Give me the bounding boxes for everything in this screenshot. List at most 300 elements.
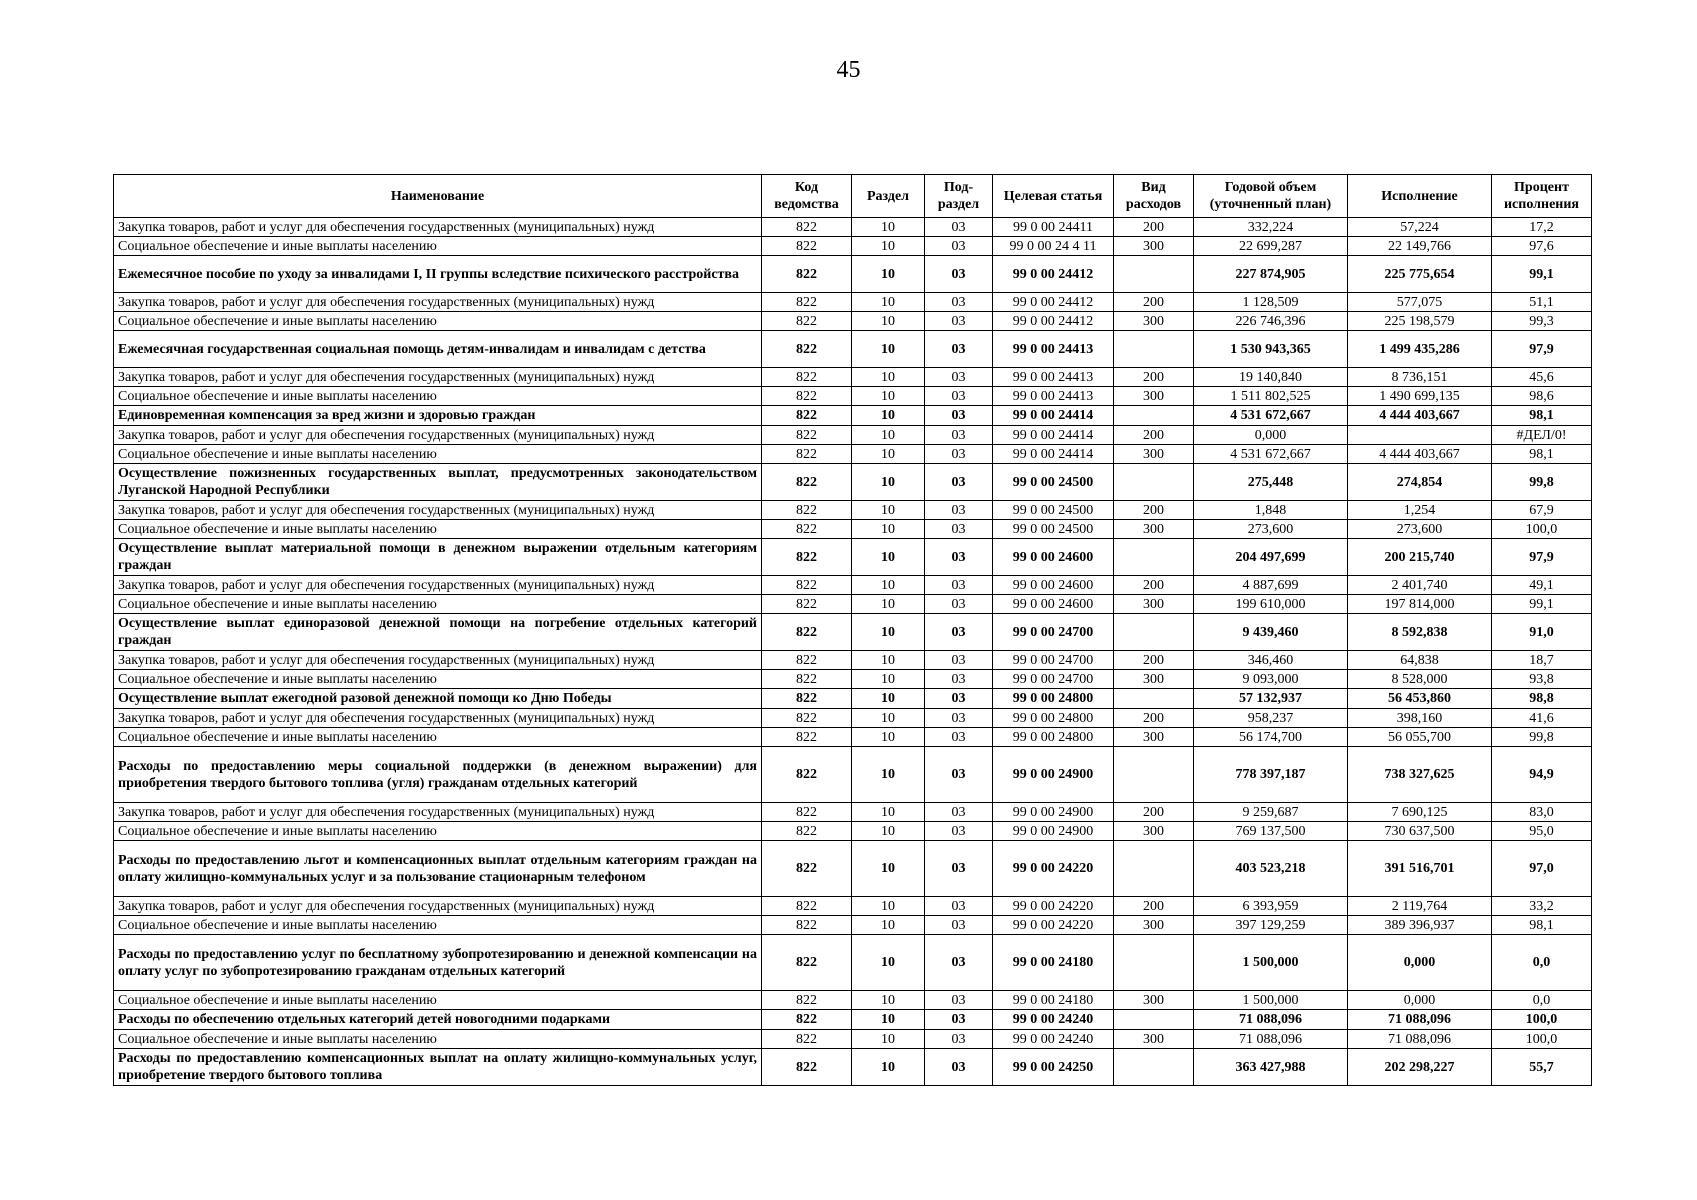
cell-dept-code: 822 — [762, 935, 852, 991]
budget-execution-table — [113, 174, 1592, 1086]
cell-subsection: 03 — [925, 897, 993, 916]
cell-section: 10 — [852, 576, 925, 595]
cell-execution-percent: 100,0 — [1492, 1030, 1592, 1049]
cell-execution: 8 592,838 — [1348, 614, 1492, 651]
cell-subsection: 03 — [925, 426, 993, 445]
cell-execution: 4 444 403,667 — [1348, 406, 1492, 426]
cell-dept-code: 822 — [762, 237, 852, 256]
table-row — [114, 256, 1592, 293]
table-row — [114, 614, 1592, 651]
cell-section: 10 — [852, 539, 925, 576]
cell-expense-type — [1114, 406, 1194, 426]
cell-target-article: 99 0 00 24500 — [993, 464, 1114, 501]
cell-execution-percent: 99,8 — [1492, 728, 1592, 747]
cell-annual-plan: 71 088,096 — [1194, 1010, 1348, 1030]
cell-name: Ежемесячное пособие по уходу за инвалидами I, II группы вследствие психического расстройства — [114, 256, 762, 293]
cell-execution-percent: #ДЕЛ/0! — [1492, 426, 1592, 445]
cell-subsection: 03 — [925, 803, 993, 822]
cell-name: Закупка товаров, работ и услуг для обеспечения государственных (муниципальных) нужд — [114, 651, 762, 670]
table-row — [114, 1049, 1592, 1086]
cell-section: 10 — [852, 293, 925, 312]
cell-annual-plan: 397 129,259 — [1194, 916, 1348, 935]
cell-execution: 57,224 — [1348, 218, 1492, 237]
cell-annual-plan: 1 511 802,525 — [1194, 387, 1348, 406]
cell-execution-percent: 100,0 — [1492, 1010, 1592, 1030]
cell-name: Социальное обеспечение и иные выплаты населению — [114, 822, 762, 841]
table-row — [114, 426, 1592, 445]
cell-expense-type: 300 — [1114, 237, 1194, 256]
cell-execution: 225 775,654 — [1348, 256, 1492, 293]
cell-subsection: 03 — [925, 1010, 993, 1030]
cell-subsection: 03 — [925, 822, 993, 841]
cell-name: Закупка товаров, работ и услуг для обеспечения государственных (муниципальных) нужд — [114, 218, 762, 237]
cell-dept-code: 822 — [762, 256, 852, 293]
cell-annual-plan: 57 132,937 — [1194, 689, 1348, 709]
cell-execution-percent: 18,7 — [1492, 651, 1592, 670]
cell-execution — [1348, 426, 1492, 445]
table-row — [114, 464, 1592, 501]
cell-execution-percent: 98,1 — [1492, 445, 1592, 464]
cell-annual-plan: 1 500,000 — [1194, 935, 1348, 991]
cell-expense-type — [1114, 747, 1194, 803]
cell-section: 10 — [852, 501, 925, 520]
cell-subsection: 03 — [925, 501, 993, 520]
cell-name: Расходы по предоставлению компенсационных выплат на оплату жилищно-коммунальных услуг, приобретение твердого бытового топлива — [114, 1049, 762, 1086]
cell-expense-type: 200 — [1114, 426, 1194, 445]
cell-dept-code: 822 — [762, 689, 852, 709]
cell-execution-percent: 33,2 — [1492, 897, 1592, 916]
cell-annual-plan: 6 393,959 — [1194, 897, 1348, 916]
cell-annual-plan: 273,600 — [1194, 520, 1348, 539]
cell-dept-code: 822 — [762, 728, 852, 747]
cell-execution: 274,854 — [1348, 464, 1492, 501]
cell-execution-percent: 0,0 — [1492, 991, 1592, 1010]
cell-annual-plan: 403 523,218 — [1194, 841, 1348, 897]
cell-dept-code: 822 — [762, 406, 852, 426]
cell-annual-plan: 1,848 — [1194, 501, 1348, 520]
header-target-article: Целевая статья — [993, 175, 1114, 218]
cell-execution-percent: 93,8 — [1492, 670, 1592, 689]
cell-name: Социальное обеспечение и иные выплаты населению — [114, 991, 762, 1010]
cell-name: Социальное обеспечение и иные выплаты населению — [114, 520, 762, 539]
cell-subsection: 03 — [925, 312, 993, 331]
cell-name: Закупка товаров, работ и услуг для обеспечения государственных (муниципальных) нужд — [114, 803, 762, 822]
cell-execution: 197 814,000 — [1348, 595, 1492, 614]
cell-annual-plan: 204 497,699 — [1194, 539, 1348, 576]
cell-target-article: 99 0 00 24800 — [993, 728, 1114, 747]
header-expense-type: Вид расходов — [1114, 175, 1194, 218]
cell-annual-plan: 1 128,509 — [1194, 293, 1348, 312]
cell-subsection: 03 — [925, 520, 993, 539]
cell-target-article: 99 0 00 24900 — [993, 803, 1114, 822]
cell-dept-code: 822 — [762, 991, 852, 1010]
table-row — [114, 445, 1592, 464]
cell-subsection: 03 — [925, 1030, 993, 1049]
cell-dept-code: 822 — [762, 426, 852, 445]
cell-section: 10 — [852, 1010, 925, 1030]
cell-dept-code: 822 — [762, 312, 852, 331]
cell-name: Осуществление выплат ежегодной разовой денежной помощи ко Дню Победы — [114, 689, 762, 709]
cell-dept-code: 822 — [762, 841, 852, 897]
cell-section: 10 — [852, 368, 925, 387]
cell-target-article: 99 0 00 24414 — [993, 406, 1114, 426]
cell-annual-plan: 9 093,000 — [1194, 670, 1348, 689]
cell-name: Закупка товаров, работ и услуг для обеспечения государственных (муниципальных) нужд — [114, 368, 762, 387]
table-row — [114, 728, 1592, 747]
cell-execution: 730 637,500 — [1348, 822, 1492, 841]
cell-section: 10 — [852, 651, 925, 670]
cell-subsection: 03 — [925, 841, 993, 897]
cell-subsection: 03 — [925, 464, 993, 501]
cell-execution: 0,000 — [1348, 991, 1492, 1010]
cell-subsection: 03 — [925, 218, 993, 237]
cell-execution: 200 215,740 — [1348, 539, 1492, 576]
cell-execution: 202 298,227 — [1348, 1049, 1492, 1086]
cell-execution-percent: 49,1 — [1492, 576, 1592, 595]
cell-annual-plan: 363 427,988 — [1194, 1049, 1348, 1086]
cell-expense-type: 200 — [1114, 218, 1194, 237]
cell-section: 10 — [852, 312, 925, 331]
cell-section: 10 — [852, 520, 925, 539]
cell-target-article: 99 0 00 24180 — [993, 991, 1114, 1010]
cell-annual-plan: 958,237 — [1194, 709, 1348, 728]
cell-name: Закупка товаров, работ и услуг для обеспечения государственных (муниципальных) нужд — [114, 293, 762, 312]
cell-section: 10 — [852, 747, 925, 803]
cell-name: Ежемесячная государственная социальная помощь детям-инвалидам и инвалидам с детства — [114, 331, 762, 368]
cell-execution-percent: 98,6 — [1492, 387, 1592, 406]
table-body — [114, 218, 1592, 1086]
cell-annual-plan: 19 140,840 — [1194, 368, 1348, 387]
cell-target-article: 99 0 00 24800 — [993, 689, 1114, 709]
table-row — [114, 218, 1592, 237]
cell-name: Расходы по предоставлению льгот и компенсационных выплат отдельным категориям граждан на оплату жилищно-коммунальных услуг и за пользование стационарным телефоном — [114, 841, 762, 897]
cell-target-article: 99 0 00 24220 — [993, 916, 1114, 935]
cell-section: 10 — [852, 445, 925, 464]
cell-execution-percent: 97,9 — [1492, 331, 1592, 368]
table-row — [114, 293, 1592, 312]
cell-target-article: 99 0 00 24600 — [993, 539, 1114, 576]
cell-execution-percent: 45,6 — [1492, 368, 1592, 387]
cell-section: 10 — [852, 614, 925, 651]
cell-dept-code: 822 — [762, 803, 852, 822]
cell-subsection: 03 — [925, 614, 993, 651]
cell-expense-type: 300 — [1114, 991, 1194, 1010]
cell-name: Единовременная компенсация за вред жизни и здоровью граждан — [114, 406, 762, 426]
table-row — [114, 935, 1592, 991]
table-header-row — [114, 175, 1592, 218]
cell-annual-plan: 4 531 672,667 — [1194, 445, 1348, 464]
cell-execution: 4 444 403,667 — [1348, 445, 1492, 464]
cell-name: Закупка товаров, работ и услуг для обеспечения государственных (муниципальных) нужд — [114, 576, 762, 595]
cell-execution-percent: 99,1 — [1492, 595, 1592, 614]
cell-expense-type: 200 — [1114, 803, 1194, 822]
cell-subsection: 03 — [925, 991, 993, 1010]
cell-execution: 71 088,096 — [1348, 1010, 1492, 1030]
cell-execution: 225 198,579 — [1348, 312, 1492, 331]
table-row — [114, 916, 1592, 935]
cell-execution: 1,254 — [1348, 501, 1492, 520]
cell-section: 10 — [852, 670, 925, 689]
cell-section: 10 — [852, 595, 925, 614]
cell-execution-percent: 97,6 — [1492, 237, 1592, 256]
cell-subsection: 03 — [925, 237, 993, 256]
cell-dept-code: 822 — [762, 897, 852, 916]
cell-dept-code: 822 — [762, 709, 852, 728]
cell-expense-type: 300 — [1114, 387, 1194, 406]
cell-dept-code: 822 — [762, 822, 852, 841]
cell-expense-type — [1114, 331, 1194, 368]
cell-execution: 64,838 — [1348, 651, 1492, 670]
cell-annual-plan: 346,460 — [1194, 651, 1348, 670]
page-number: 45 — [836, 57, 861, 83]
cell-execution: 1 499 435,286 — [1348, 331, 1492, 368]
cell-target-article: 99 0 00 24412 — [993, 312, 1114, 331]
cell-dept-code: 822 — [762, 614, 852, 651]
cell-subsection: 03 — [925, 368, 993, 387]
cell-name: Социальное обеспечение и иные выплаты населению — [114, 1030, 762, 1049]
cell-execution-percent: 51,1 — [1492, 293, 1592, 312]
cell-section: 10 — [852, 822, 925, 841]
table-row — [114, 368, 1592, 387]
cell-expense-type: 300 — [1114, 822, 1194, 841]
cell-subsection: 03 — [925, 747, 993, 803]
cell-name: Расходы по обеспечению отдельных категорий детей новогодними подарками — [114, 1010, 762, 1030]
cell-target-article: 99 0 00 24700 — [993, 614, 1114, 651]
table-row — [114, 331, 1592, 368]
cell-target-article: 99 0 00 24600 — [993, 595, 1114, 614]
cell-subsection: 03 — [925, 595, 993, 614]
cell-dept-code: 822 — [762, 1030, 852, 1049]
table-row — [114, 387, 1592, 406]
cell-execution-percent: 83,0 — [1492, 803, 1592, 822]
cell-execution-percent: 91,0 — [1492, 614, 1592, 651]
cell-execution-percent: 67,9 — [1492, 501, 1592, 520]
cell-execution-percent: 0,0 — [1492, 935, 1592, 991]
cell-name: Расходы по предоставлению меры социальной поддержки (в денежном выражении) для приобретения твердого бытового топлива (угля) гражданам отдельных категорий — [114, 747, 762, 803]
cell-name: Закупка товаров, работ и услуг для обеспечения государственных (муниципальных) нужд — [114, 501, 762, 520]
cell-execution: 2 119,764 — [1348, 897, 1492, 916]
cell-dept-code: 822 — [762, 670, 852, 689]
cell-name: Социальное обеспечение и иные выплаты населению — [114, 445, 762, 464]
cell-annual-plan: 22 699,287 — [1194, 237, 1348, 256]
cell-target-article: 99 0 00 24414 — [993, 445, 1114, 464]
cell-expense-type: 300 — [1114, 595, 1194, 614]
cell-target-article: 99 0 00 24412 — [993, 256, 1114, 293]
cell-execution: 398,160 — [1348, 709, 1492, 728]
cell-subsection: 03 — [925, 406, 993, 426]
cell-subsection: 03 — [925, 293, 993, 312]
cell-target-article: 99 0 00 24700 — [993, 670, 1114, 689]
cell-execution: 2 401,740 — [1348, 576, 1492, 595]
cell-expense-type — [1114, 464, 1194, 501]
cell-execution-percent: 100,0 — [1492, 520, 1592, 539]
cell-target-article: 99 0 00 24800 — [993, 709, 1114, 728]
cell-annual-plan: 227 874,905 — [1194, 256, 1348, 293]
cell-execution: 273,600 — [1348, 520, 1492, 539]
cell-dept-code: 822 — [762, 293, 852, 312]
cell-target-article: 99 0 00 24411 — [993, 218, 1114, 237]
table-row — [114, 520, 1592, 539]
table-row — [114, 747, 1592, 803]
cell-execution: 8 528,000 — [1348, 670, 1492, 689]
cell-dept-code: 822 — [762, 331, 852, 368]
cell-subsection: 03 — [925, 709, 993, 728]
cell-target-article: 99 0 00 24240 — [993, 1010, 1114, 1030]
cell-dept-code: 822 — [762, 368, 852, 387]
cell-dept-code: 822 — [762, 1049, 852, 1086]
cell-name: Осуществление пожизненных государственных выплат, предусмотренных законодательством Луганской Народной Республики — [114, 464, 762, 501]
cell-expense-type: 200 — [1114, 368, 1194, 387]
cell-target-article: 99 0 00 24180 — [993, 935, 1114, 991]
header-execution-percent: Процент исполнения — [1492, 175, 1592, 218]
cell-expense-type — [1114, 1010, 1194, 1030]
cell-annual-plan: 56 174,700 — [1194, 728, 1348, 747]
cell-annual-plan: 0,000 — [1194, 426, 1348, 445]
cell-expense-type: 300 — [1114, 445, 1194, 464]
header-name: Наименование — [114, 175, 762, 218]
cell-subsection: 03 — [925, 1049, 993, 1086]
cell-dept-code: 822 — [762, 464, 852, 501]
cell-target-article: 99 0 00 24240 — [993, 1030, 1114, 1049]
cell-execution-percent: 97,9 — [1492, 539, 1592, 576]
cell-execution: 7 690,125 — [1348, 803, 1492, 822]
cell-section: 10 — [852, 1049, 925, 1086]
cell-subsection: 03 — [925, 651, 993, 670]
cell-expense-type: 300 — [1114, 312, 1194, 331]
table-row — [114, 689, 1592, 709]
table-row — [114, 897, 1592, 916]
cell-section: 10 — [852, 1030, 925, 1049]
cell-section: 10 — [852, 897, 925, 916]
cell-target-article: 99 0 00 24414 — [993, 426, 1114, 445]
cell-dept-code: 822 — [762, 747, 852, 803]
cell-subsection: 03 — [925, 576, 993, 595]
cell-expense-type: 200 — [1114, 709, 1194, 728]
cell-expense-type: 200 — [1114, 501, 1194, 520]
header-section: Раздел — [852, 175, 925, 218]
cell-dept-code: 822 — [762, 445, 852, 464]
cell-name: Закупка товаров, работ и услуг для обеспечения государственных (муниципальных) нужд — [114, 709, 762, 728]
cell-annual-plan: 1 500,000 — [1194, 991, 1348, 1010]
table-row — [114, 822, 1592, 841]
cell-execution: 8 736,151 — [1348, 368, 1492, 387]
cell-section: 10 — [852, 803, 925, 822]
table-row — [114, 670, 1592, 689]
table-row — [114, 1030, 1592, 1049]
table-row — [114, 501, 1592, 520]
header-annual-plan: Годовой объем (уточненный план) — [1194, 175, 1348, 218]
cell-execution: 0,000 — [1348, 935, 1492, 991]
cell-section: 10 — [852, 841, 925, 897]
cell-section: 10 — [852, 406, 925, 426]
cell-section: 10 — [852, 331, 925, 368]
cell-execution-percent: 98,1 — [1492, 916, 1592, 935]
cell-name: Осуществление выплат единоразовой денежной помощи на погребение отдельных категорий граждан — [114, 614, 762, 651]
cell-execution-percent: 98,1 — [1492, 406, 1592, 426]
cell-expense-type: 200 — [1114, 293, 1194, 312]
cell-target-article: 99 0 00 24 4 11 — [993, 237, 1114, 256]
cell-dept-code: 822 — [762, 387, 852, 406]
cell-target-article: 99 0 00 24413 — [993, 387, 1114, 406]
cell-expense-type — [1114, 1049, 1194, 1086]
cell-target-article: 99 0 00 24700 — [993, 651, 1114, 670]
cell-section: 10 — [852, 464, 925, 501]
cell-target-article: 99 0 00 24220 — [993, 841, 1114, 897]
cell-name: Расходы по предоставлению услуг по бесплатному зубопротезированию и денежной компенсации на оплату услуг по зубопротезированию гражданам отдельных категорий — [114, 935, 762, 991]
cell-target-article: 99 0 00 24413 — [993, 368, 1114, 387]
cell-annual-plan: 199 610,000 — [1194, 595, 1348, 614]
cell-execution-percent: 98,8 — [1492, 689, 1592, 709]
cell-dept-code: 822 — [762, 218, 852, 237]
cell-expense-type — [1114, 935, 1194, 991]
cell-name: Осуществление выплат материальной помощи в денежном выражении отдельным категориям граждан — [114, 539, 762, 576]
cell-dept-code: 822 — [762, 539, 852, 576]
cell-section: 10 — [852, 689, 925, 709]
cell-annual-plan: 332,224 — [1194, 218, 1348, 237]
cell-expense-type: 300 — [1114, 520, 1194, 539]
table-row — [114, 539, 1592, 576]
cell-target-article: 99 0 00 24250 — [993, 1049, 1114, 1086]
cell-target-article: 99 0 00 24220 — [993, 897, 1114, 916]
cell-execution: 56 055,700 — [1348, 728, 1492, 747]
table-row — [114, 1010, 1592, 1030]
cell-execution-percent: 99,1 — [1492, 256, 1592, 293]
cell-annual-plan: 4 887,699 — [1194, 576, 1348, 595]
cell-expense-type — [1114, 689, 1194, 709]
cell-section: 10 — [852, 237, 925, 256]
cell-section: 10 — [852, 991, 925, 1010]
cell-dept-code: 822 — [762, 501, 852, 520]
cell-annual-plan: 275,448 — [1194, 464, 1348, 501]
cell-expense-type — [1114, 841, 1194, 897]
cell-name: Закупка товаров, работ и услуг для обеспечения государственных (муниципальных) нужд — [114, 897, 762, 916]
cell-execution: 1 490 699,135 — [1348, 387, 1492, 406]
cell-name: Социальное обеспечение и иные выплаты населению — [114, 595, 762, 614]
cell-target-article: 99 0 00 24900 — [993, 747, 1114, 803]
table-row — [114, 237, 1592, 256]
cell-expense-type: 200 — [1114, 651, 1194, 670]
cell-name: Социальное обеспечение и иные выплаты населению — [114, 387, 762, 406]
cell-annual-plan: 71 088,096 — [1194, 1030, 1348, 1049]
cell-execution-percent: 97,0 — [1492, 841, 1592, 897]
cell-expense-type — [1114, 614, 1194, 651]
table-row — [114, 651, 1592, 670]
cell-section: 10 — [852, 916, 925, 935]
cell-expense-type: 200 — [1114, 897, 1194, 916]
cell-expense-type — [1114, 539, 1194, 576]
cell-execution-percent: 99,8 — [1492, 464, 1592, 501]
cell-expense-type: 300 — [1114, 1030, 1194, 1049]
cell-annual-plan: 778 397,187 — [1194, 747, 1348, 803]
cell-execution: 389 396,937 — [1348, 916, 1492, 935]
cell-target-article: 99 0 00 24500 — [993, 501, 1114, 520]
table-row — [114, 595, 1592, 614]
cell-subsection: 03 — [925, 256, 993, 293]
cell-execution: 738 327,625 — [1348, 747, 1492, 803]
cell-name: Социальное обеспечение и иные выплаты населению — [114, 237, 762, 256]
cell-subsection: 03 — [925, 331, 993, 368]
cell-subsection: 03 — [925, 539, 993, 576]
cell-execution-percent: 55,7 — [1492, 1049, 1592, 1086]
cell-dept-code: 822 — [762, 595, 852, 614]
cell-target-article: 99 0 00 24500 — [993, 520, 1114, 539]
cell-section: 10 — [852, 256, 925, 293]
cell-target-article: 99 0 00 24900 — [993, 822, 1114, 841]
table-row — [114, 991, 1592, 1010]
table-row — [114, 841, 1592, 897]
table-row — [114, 312, 1592, 331]
cell-dept-code: 822 — [762, 916, 852, 935]
